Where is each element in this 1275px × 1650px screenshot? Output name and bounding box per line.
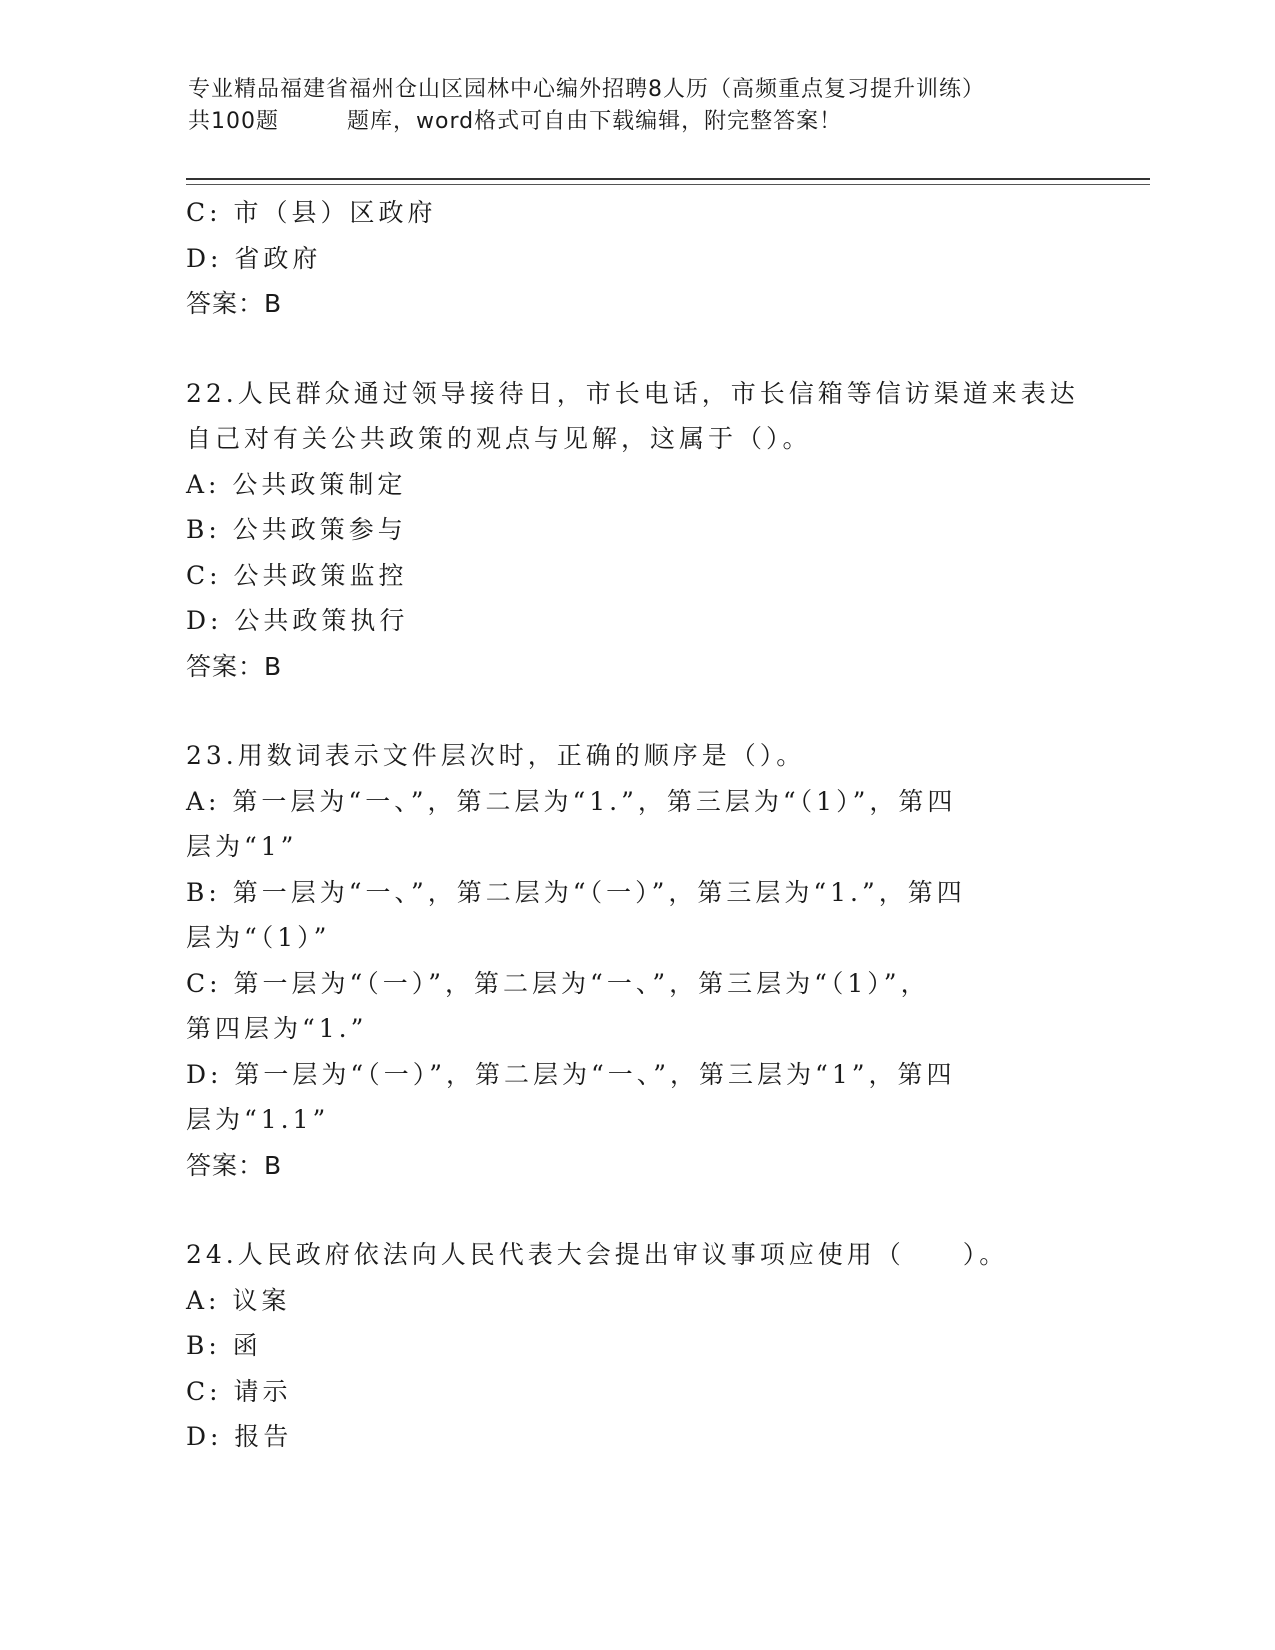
q23-option-b-line1: B: 第一层为“一、”，第二层为“（一）”，第三层为“1.”，第四 <box>186 877 966 907</box>
q23-option-d-line1: D: 第一层为“（一）”，第二层为“一、”，第三层为“1”，第四 <box>186 1059 956 1089</box>
question-23 <box>186 733 1086 1188</box>
question-21-tail <box>186 190 1086 327</box>
q23-option-d-line2: 层为“1.1” <box>186 1105 330 1134</box>
q22-option-c: C: 公共政策监控 <box>186 560 408 590</box>
q22-option-b: B: 公共政策参与 <box>186 515 407 544</box>
q24-option-d: D: 报告 <box>186 1422 293 1451</box>
q21-answer: 答案：B <box>186 289 283 318</box>
header-divider-thick <box>186 178 1150 180</box>
header-divider-thin <box>186 184 1150 185</box>
q21-option-c: C: 市（县）区政府 <box>186 198 437 227</box>
header-title-line1: 专业精品福建省福州仓山区园林中心编外招聘8人历（高频重点复习提升训练） <box>188 77 985 102</box>
q22-answer: 答案：B <box>186 651 283 681</box>
q23-option-c-line1: C: 第一层为“（一）”，第二层为“一、”，第三层为“（1）”， <box>186 968 930 998</box>
header-question-count: 共100题 <box>188 109 279 134</box>
q21-option-d: D: 省政府 <box>186 243 322 273</box>
page-header <box>188 74 1148 138</box>
q22-stem-line1: 22.人民群众通过领导接待日，市长电话，市长信箱等信访渠道来表达 <box>186 378 1079 408</box>
question-22 <box>186 371 1086 690</box>
q23-answer: 答案：B <box>186 1150 283 1180</box>
q22-option-d: D: 公共政策执行 <box>186 606 409 635</box>
q23-option-b-line2: 层为“（1）” <box>186 923 331 952</box>
q22-option-a: A: 公共政策制定 <box>186 469 407 499</box>
q23-stem: 23.用数词表示文件层次时，正确的顺序是（）。 <box>186 741 806 770</box>
question-content <box>186 190 1086 1460</box>
q22-stem-line2: 自己对有关公共政策的观点与见解，这属于（）。 <box>186 424 812 453</box>
q24-option-b: B: 函 <box>186 1331 262 1360</box>
q23-option-a-line1: A: 第一层为“一、”，第二层为“1.”，第三层为“（1）”，第四 <box>186 786 957 816</box>
q24-stem: 24.人民政府依法向人民代表大会提出审议事项应使用（ ）。 <box>186 1240 1009 1269</box>
header-title-line2 <box>188 106 1148 138</box>
q23-option-c-line2: 第四层为“1.” <box>186 1014 368 1043</box>
question-24 <box>186 1232 1086 1460</box>
q24-option-c: C: 请示 <box>186 1376 292 1406</box>
header-description: 题库，word格式可自由下载编辑，附完整答案！ <box>347 109 843 134</box>
q24-option-a: A: 议案 <box>186 1285 291 1315</box>
q23-option-a-line2: 层为“1” <box>186 832 298 861</box>
